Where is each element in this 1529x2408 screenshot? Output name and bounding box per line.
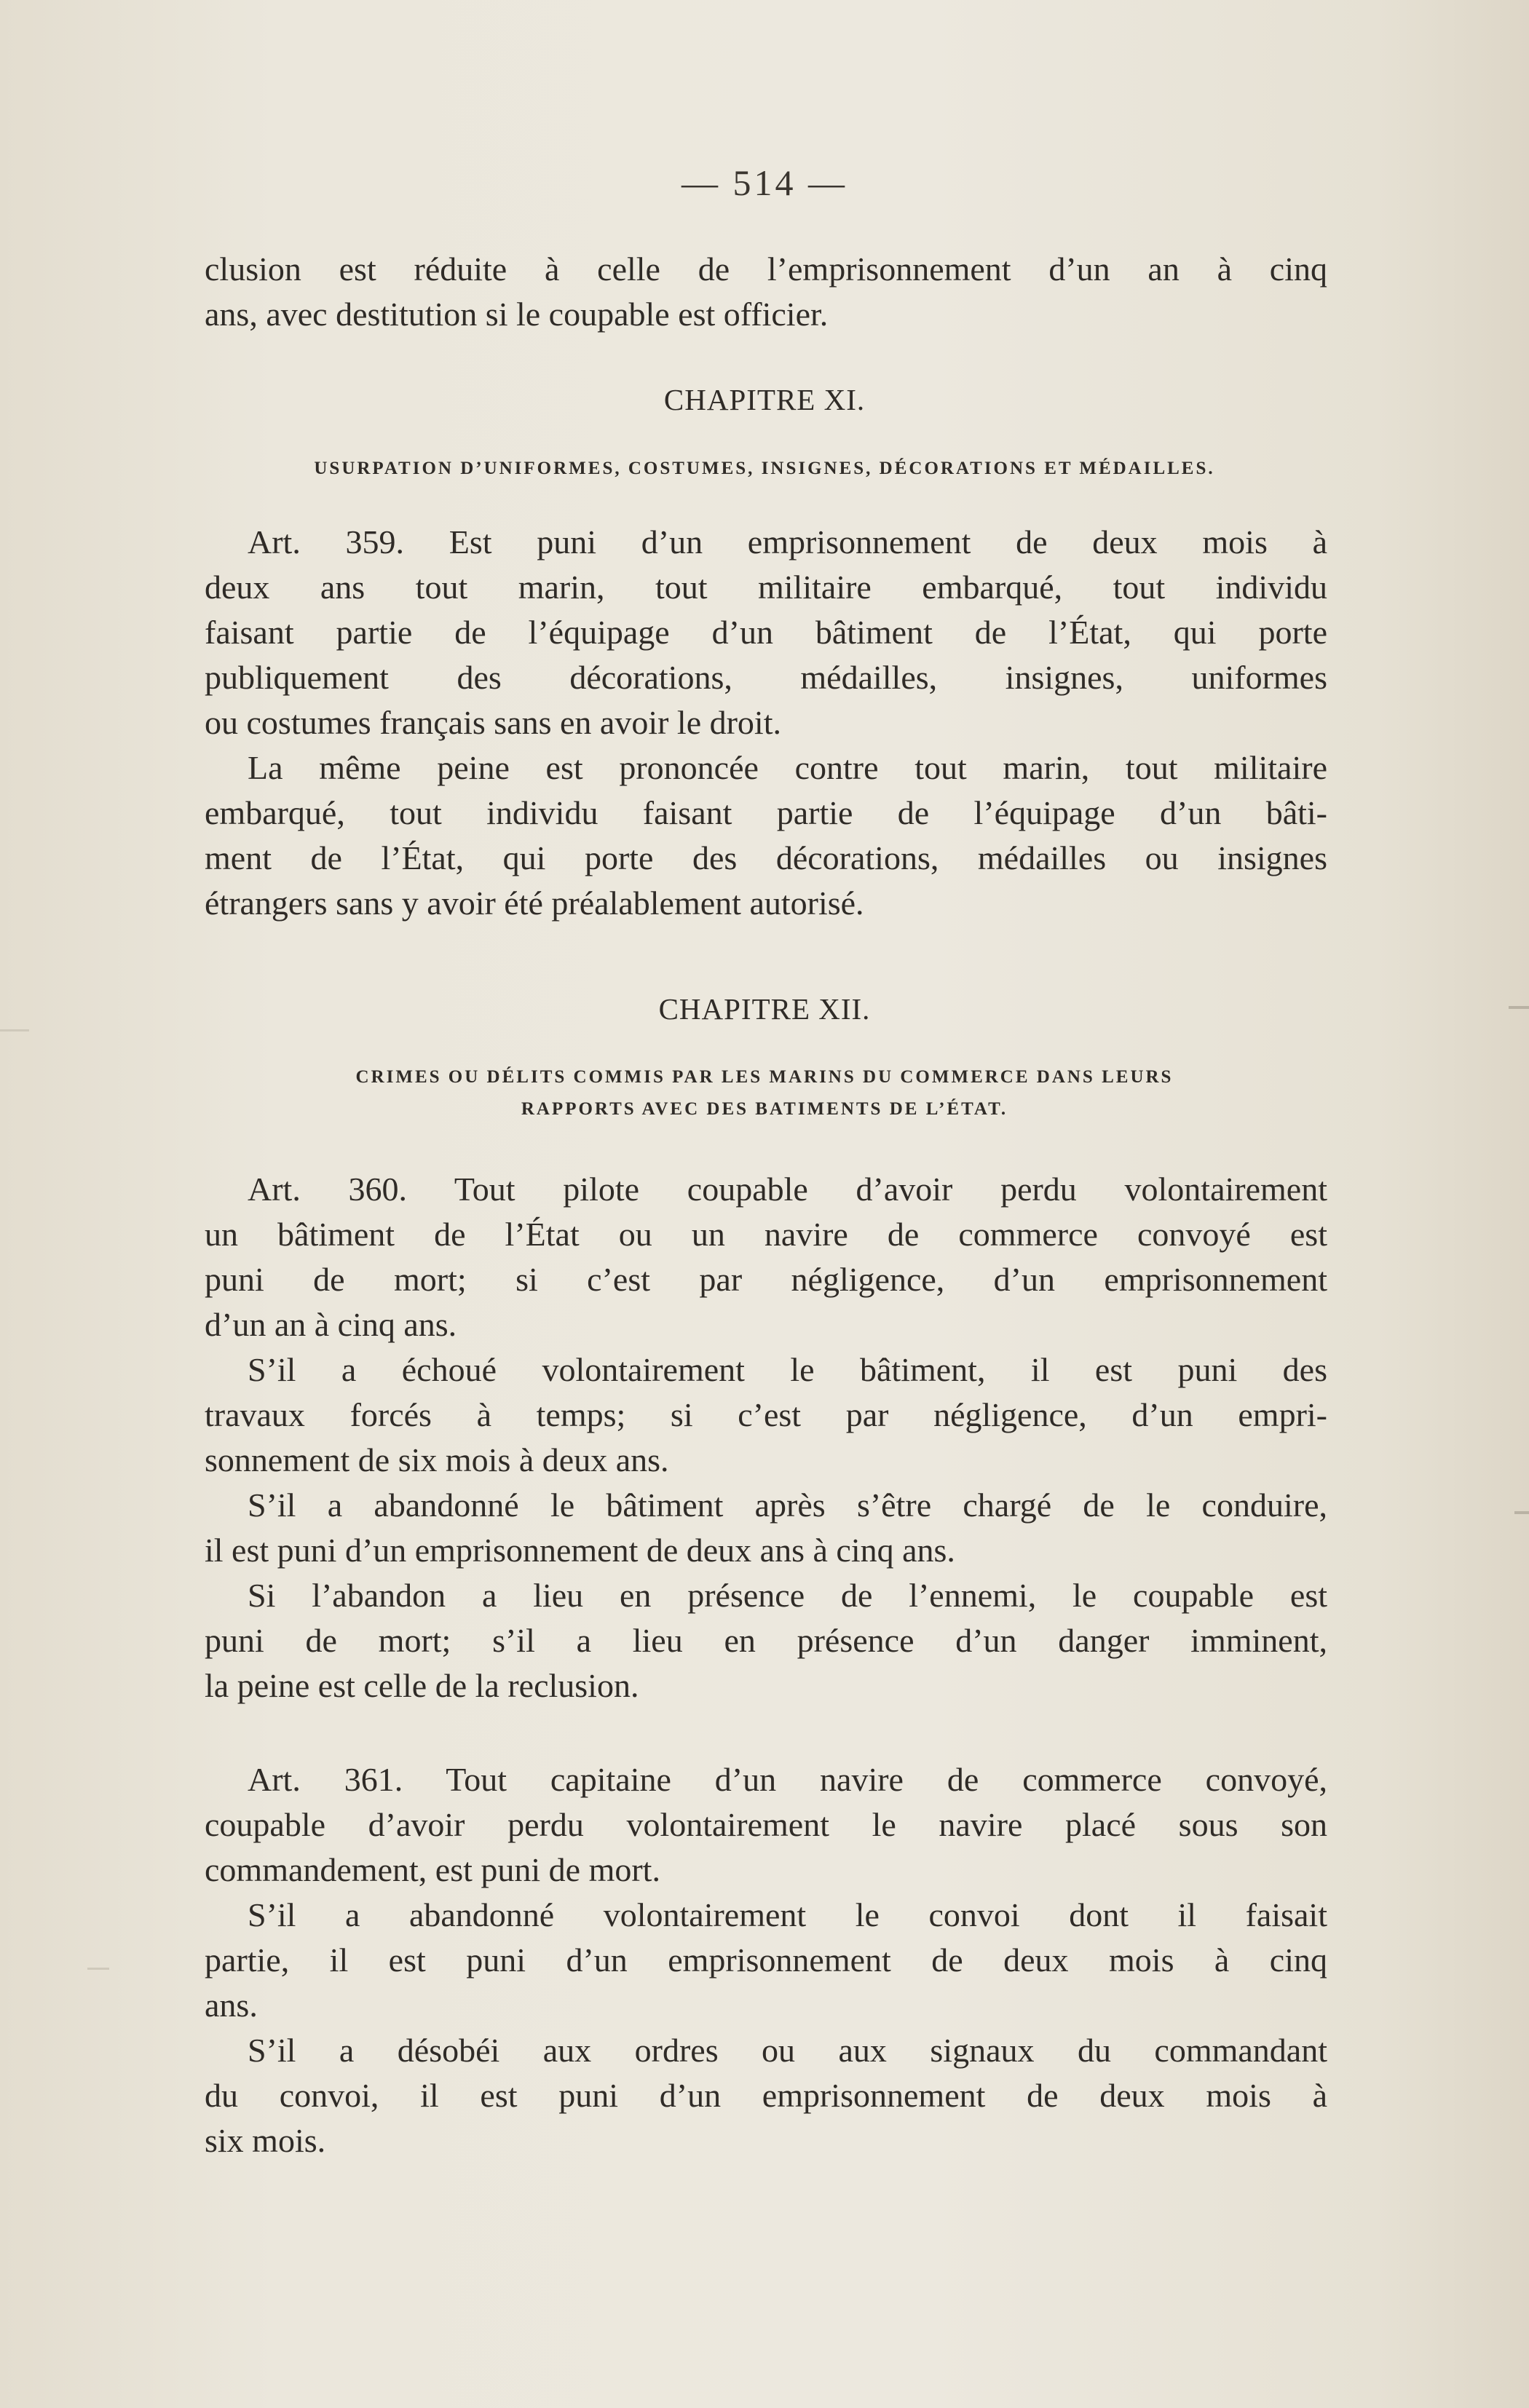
text-line: il est puni d’un emprisonnement de deux ans à cinq ans. <box>205 1532 955 1569</box>
text-line: sonnement de six mois à deux ans. <box>205 1441 669 1478</box>
text-line: ou costumes français sans en avoir le droit. <box>205 704 781 741</box>
text-line: deux ans tout marin, tout militaire embarqué, tout individu <box>205 569 1327 606</box>
text-line: puni de mort; si c’est par négligence, d’un emprisonnement <box>205 1261 1327 1298</box>
text-line: clusion est réduite à celle de l’emprisonnement d’un an à cinq <box>205 250 1327 288</box>
edge-mark <box>1509 1006 1529 1009</box>
text-line: ans, avec destitution si le coupable est officier. <box>205 296 829 333</box>
continuation-paragraph <box>205 247 1327 337</box>
text-line: ment de l’État, qui porte des décorations, médailles ou insignes <box>205 839 1327 876</box>
text-line: coupable d’avoir perdu volontairement le navire placé sous son <box>205 1806 1327 1843</box>
article-359 <box>205 520 1327 926</box>
text-line: ans. <box>205 1987 258 2024</box>
text-line: Art. 360. Tout pilote coupable d’avoir perdu volontairement <box>248 1171 1327 1208</box>
text-line: S’il a échoué volontairement le bâtiment, il est puni des <box>248 1351 1327 1388</box>
chapter-12-title: CHAPITRE XII. <box>658 992 871 1026</box>
text-line: un bâtiment de l’État ou un navire de commerce convoyé est <box>205 1216 1327 1253</box>
text-line: S’il a désobéi aux ordres ou aux signaux du commandant <box>248 2032 1327 2069</box>
article-360 <box>205 1167 1327 1708</box>
text-line: S’il a abandonné le bâtiment après s’être chargé de le conduire, <box>248 1486 1327 1524</box>
text-line: d’un an à cinq ans. <box>205 1306 457 1343</box>
edge-mark <box>0 1029 29 1031</box>
chapter-12-rubric-line-1: CRIMES OU DÉLITS COMMIS PAR LES MARINS DU COMMERCE DANS LEURS <box>355 1067 1174 1087</box>
text-line: étrangers sans y avoir été préalablement autorisé. <box>205 884 864 922</box>
text-line: puni de mort; s’il a lieu en présence d’un danger imminent, <box>205 1622 1327 1659</box>
text-line: Si l’abandon a lieu en présence de l’ennemi, le coupable est <box>248 1577 1327 1614</box>
text-line: partie, il est puni d’un emprisonnement de deux mois à cinq <box>205 1941 1327 1979</box>
text-line: Art. 359. Est puni d’un emprisonnement de deux mois à <box>248 523 1327 561</box>
text-line: la peine est celle de la reclusion. <box>205 1667 639 1704</box>
text-line: S’il a abandonné volontairement le convoi dont il faisait <box>248 1896 1327 1933</box>
text-line: faisant partie de l’équipage d’un bâtiment de l’État, qui porte <box>205 614 1327 651</box>
text-line: La même peine est prononcée contre tout marin, tout militaire <box>248 749 1327 786</box>
text-line: commandement, est puni de mort. <box>205 1851 660 1888</box>
edge-mark <box>87 1968 109 1970</box>
text-line: travaux forcés à temps; si c’est par négligence, d’un empri- <box>205 1396 1327 1433</box>
chapter-12-rubric-line-2: RAPPORTS AVEC DES BATIMENTS DE L’ÉTAT. <box>521 1099 1008 1119</box>
text-line: embarqué, tout individu faisant partie de l’équipage d’un bâti- <box>205 794 1327 831</box>
article-361 <box>205 1757 1327 2163</box>
text-line: six mois. <box>205 2122 326 2159</box>
edge-mark <box>1514 1511 1529 1514</box>
chapter-11-rubric: USURPATION D’UNIFORMES, COSTUMES, INSIGNES, DÉCORATIONS ET MÉDAILLES. <box>314 459 1215 478</box>
text-line: du convoi, il est puni d’un emprisonnement de deux mois à <box>205 2077 1327 2114</box>
page-number: — 514 — <box>681 162 848 203</box>
text-line: publiquement des décorations, médailles, insignes, uniformes <box>205 659 1327 696</box>
text-line: Art. 361. Tout capitaine d’un navire de commerce convoyé, <box>248 1761 1327 1798</box>
chapter-11-title: CHAPITRE XI. <box>663 383 866 416</box>
